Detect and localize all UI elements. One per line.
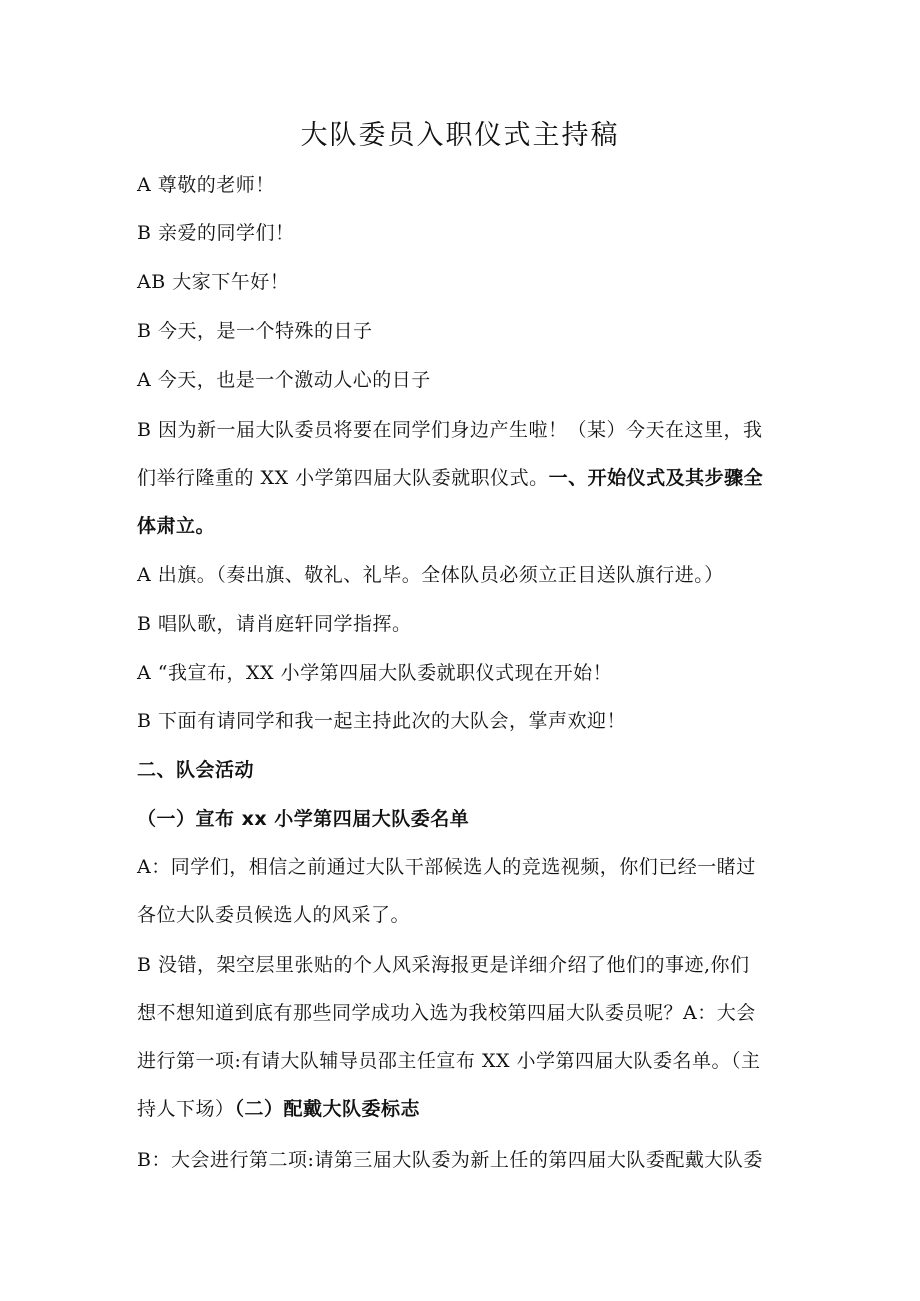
paragraph-flag-raising: A 出旗。（奏出旗、敬礼、礼毕。全体队员必须立正目送队旗行进。）	[137, 564, 724, 586]
section-two-heading: 二、队会活动	[137, 759, 255, 781]
document-title: 大队委员入职仪式主持稿	[300, 120, 620, 151]
paragraph-greeting-all: AB 大家下午好！	[137, 271, 290, 293]
paragraph-candidates-line-2: 各位大队委员候选人的风采了。	[137, 904, 411, 926]
paragraph-announcement: A “我宣布，XX 小学第四届大队委就职仪式现在开始！	[137, 662, 613, 684]
subsection-one-heading: （一）宣布 xx 小学第四届大队委名单	[137, 808, 470, 830]
posters-text-end: 持人下场）	[137, 1098, 235, 1120]
paragraph-welcome: B 下面有请同学和我一起主持此次的大队会，掌声欢迎！	[137, 710, 627, 732]
paragraph-greeting-students: B 亲爱的同学们！	[137, 222, 295, 244]
paragraph-anthem: B 唱队歌，请肖庭轩同学指挥。	[137, 613, 412, 635]
paragraph-posters-line-1: B 没错，架空层里张贴的个人风采海报更是详细介绍了他们的事迹,你们	[137, 954, 750, 976]
paragraph-special-day: B 今天，是一个特殊的日子	[137, 320, 373, 342]
paragraph-posters-line-3: 进行第一项:有请大队辅导员邵主任宣布 XX 小学第四届大队委名单。（主	[137, 1050, 761, 1072]
section-one-heading-cont: 体肃立。	[137, 515, 216, 537]
paragraph-opening-line-2	[137, 454, 787, 502]
paragraph-exciting-day: A 今天，也是一个激动人心的日子	[137, 369, 431, 391]
paragraph-greeting-teachers: A 尊敬的老师！	[137, 174, 275, 196]
section-one-heading: 一、开始仪式及其步骤全	[548, 467, 764, 489]
paragraph-candidates	[137, 843, 787, 939]
paragraph-opening-line-1: B 因为新一届大队委员将要在同学们身边产生啦！（某）今天在这里，我	[137, 419, 763, 441]
paragraph-posters-line-2: 想不想知道到底有那些同学成功入选为我校第四届大队委员呢？A：大会	[137, 1002, 756, 1024]
paragraph-candidates-line-1: A：同学们，相信之前通过大队干部候选人的竞选视频，你们已经一睹过	[137, 856, 756, 878]
paragraph-posters	[137, 941, 787, 1133]
opening-text: 们举行隆重的 XX 小学第四届大队委就职仪式。	[137, 467, 549, 489]
paragraph-posters-line-4	[137, 1085, 787, 1133]
paragraph-badge-ceremony: B：大会进行第二项:请第三届大队委为新上任的第四届大队委配戴大队委	[137, 1149, 763, 1171]
paragraph-opening	[137, 406, 787, 550]
subsection-two-heading: （二）配戴大队委标志	[234, 1098, 421, 1120]
